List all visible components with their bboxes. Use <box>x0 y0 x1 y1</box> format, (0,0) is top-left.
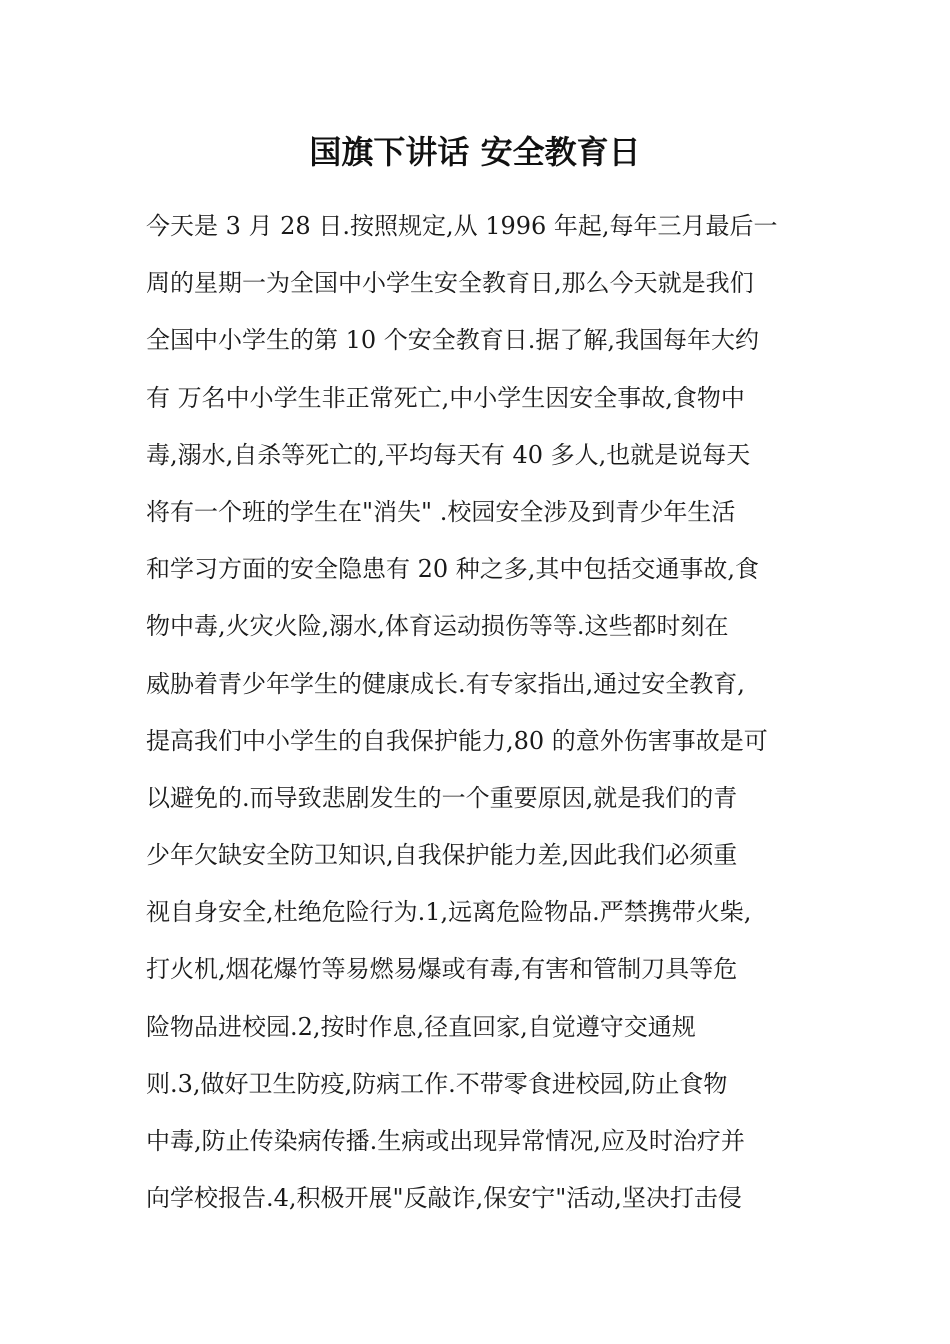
body-line: 打火机,烟花爆竹等易燃易爆或有毒,有害和管制刀具等危 <box>146 955 738 984</box>
body-line: 险物品进校园.2,按时作息,径直回家,自觉遵守交通规 <box>146 1012 696 1041</box>
body-line: 少年欠缺安全防卫知识,自我保护能力差,因此我们必须重 <box>146 841 738 870</box>
body-line: 和学习方面的安全隐患有 20 种之多,其中包括交通事故,食 <box>146 555 760 584</box>
body-line: 视自身安全,杜绝危险行为.1,远离危险物品.严禁携带火柴, <box>146 898 752 927</box>
body-line: 以避免的.而导致悲剧发生的一个重要原因,就是我们的青 <box>146 783 738 812</box>
body-line: 中毒,防止传染病传播.生病或出现异常情况,应及时治疗并 <box>146 1127 745 1155</box>
body-line: 则.3,做好卫生防疫,防病工作.不带零食进校园,防止食物 <box>146 1069 728 1098</box>
body-line: 毒,溺水,自杀等死亡的,平均每天有 40 多人,也就是说每天 <box>146 440 751 469</box>
body-line: 向学校报告.4,积极开展"反敲诈,保安宁"活动,坚决打击侵 <box>146 1184 742 1213</box>
body-line: 威胁着青少年学生的健康成长.有专家指出,通过安全教育, <box>146 669 745 698</box>
document-title: 国旗下讲话 安全教育日 <box>309 133 641 171</box>
body-line: 物中毒,火灾火险,溺水,体育运动损伤等等.这些都时刻在 <box>146 612 729 641</box>
body-line: 周的星期一为全国中小学生安全教育日,那么今天就是我们 <box>146 269 754 298</box>
body-line: 今天是 3 月 28 日.按照规定,从 1996 年起,每年三月最后一 <box>146 212 778 240</box>
body-line: 将有一个班的学生在"消失" .校园安全涉及到青少年生活 <box>146 497 736 526</box>
body-line: 提高我们中小学生的自我保护能力,80 的意外伤害事故是可 <box>146 726 768 755</box>
body-line: 全国中小学生的第 10 个安全教育日.据了解,我国每年大约 <box>146 326 760 355</box>
body-line: 有 万名中小学生非正常死亡,中小学生因安全事故,食物中 <box>146 383 745 412</box>
document-body <box>146 206 816 1235</box>
